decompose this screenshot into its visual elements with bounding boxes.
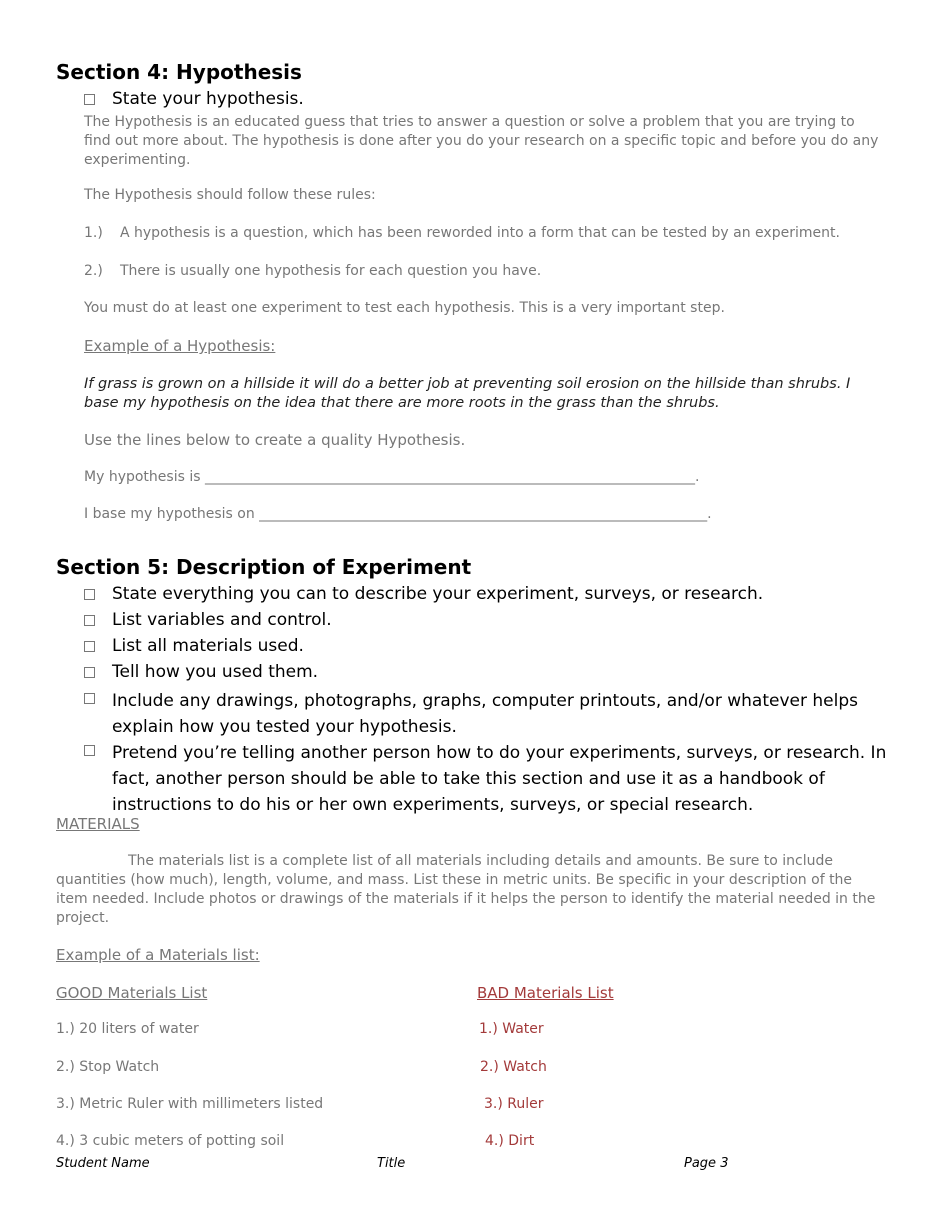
bad-item-2: 2.) Watch — [480, 1059, 547, 1075]
bad-item-3: 3.) Ruler — [484, 1096, 544, 1112]
hypothesis-example-label: Example of a Hypothesis: — [84, 337, 276, 355]
section-5-bullet-3: List all materials used. — [112, 636, 304, 656]
checkbox-bullet-icon — [84, 589, 95, 600]
bad-materials-heading: BAD Materials List — [477, 984, 614, 1002]
must-do-text: You must do at least one experiment to test each hypothesis. This is a very important step. — [84, 300, 725, 316]
rules-intro: The Hypothesis should follow these rules: — [84, 187, 376, 203]
footer-page-number: Page 3 — [684, 1156, 729, 1171]
hypothesis-instruction: Use the lines below to create a quality Hypothesis. — [84, 431, 466, 449]
materials-example-label: Example of a Materials list: — [56, 946, 260, 964]
checkbox-bullet-icon — [84, 667, 95, 678]
checkbox-bullet-icon — [84, 615, 95, 626]
good-item-2: 2.) Stop Watch — [56, 1059, 160, 1075]
materials-heading: MATERIALS — [56, 815, 140, 833]
good-item-4: 4.) 3 cubic meters of potting soil — [56, 1133, 285, 1149]
checkbox-bullet-icon — [84, 94, 95, 105]
good-item-3: 3.) Metric Ruler with millimeters listed — [56, 1096, 324, 1112]
rule-1-number: 1.) — [84, 225, 103, 241]
rule-1-text: A hypothesis is a question, which has been reworded into a form that can be tested by an experiment. — [120, 225, 840, 241]
section-5-bullet-5: Include any drawings, photographs, graphs, computer printouts, and/or whatever helps explain how you tested your hypothesis. — [112, 691, 858, 737]
hypothesis-line-2: I base my hypothesis on ________________________________________________________________. — [84, 506, 712, 522]
good-materials-heading: GOOD Materials List — [56, 984, 208, 1002]
footer-student-name: Student Name — [56, 1156, 150, 1171]
section-5-heading: Section 5: Description of Experiment — [56, 555, 472, 579]
footer-title: Title — [377, 1156, 406, 1171]
section-5-bullet-2: List variables and control. — [112, 610, 332, 630]
rule-2-text: There is usually one hypothesis for each question you have. — [120, 263, 542, 279]
section-5-bullet-4: Tell how you used them. — [112, 662, 319, 682]
checkbox-bullet-icon — [84, 745, 95, 756]
bad-item-4: 4.) Dirt — [485, 1133, 535, 1149]
checkbox-bullet-icon — [84, 641, 95, 652]
section-5-bullet-1: State everything you can to describe your experiment, surveys, or research. — [112, 584, 764, 604]
section-4-bullet: State your hypothesis. — [112, 89, 304, 109]
materials-description: The materials list is a complete list of all materials including details and amounts. Be sure to include quantities (how much), length, volume, and mass. List these in metric units. Be specific in your description of the item needed. Include photos or drawings of the materials if it helps the person to identify the material needed in the project. — [56, 853, 876, 926]
section-4-heading: Section 4: Hypothesis — [56, 60, 302, 84]
hypothesis-example-text: If grass is grown on a hillside it will do a better job at preventing soil erosion on the hillside than shrubs. I base my hypothesis on the idea that there are more roots in the grass than the shrubs. — [84, 376, 851, 411]
checkbox-bullet-icon — [84, 693, 95, 704]
rule-2-number: 2.) — [84, 263, 103, 279]
hypothesis-intro: The Hypothesis is an educated guess that tries to answer a question or solve a problem that you are trying to find out more about. The hypothesis is done after you do your research on a specific topic and before you do any experimenting. — [84, 114, 879, 168]
good-item-1: 1.) 20 liters of water — [56, 1021, 199, 1037]
bad-item-1: 1.) Water — [479, 1021, 544, 1037]
section-5-bullet-6: Pretend you’re telling another person how to do your experiments, surveys, or research. In fact, another person should be able to take this section and use it as a handbook of instructions to do his or her own experiments, surveys, or special research. — [112, 743, 887, 815]
hypothesis-line-1: My hypothesis is ______________________________________________________________________. — [84, 469, 700, 485]
